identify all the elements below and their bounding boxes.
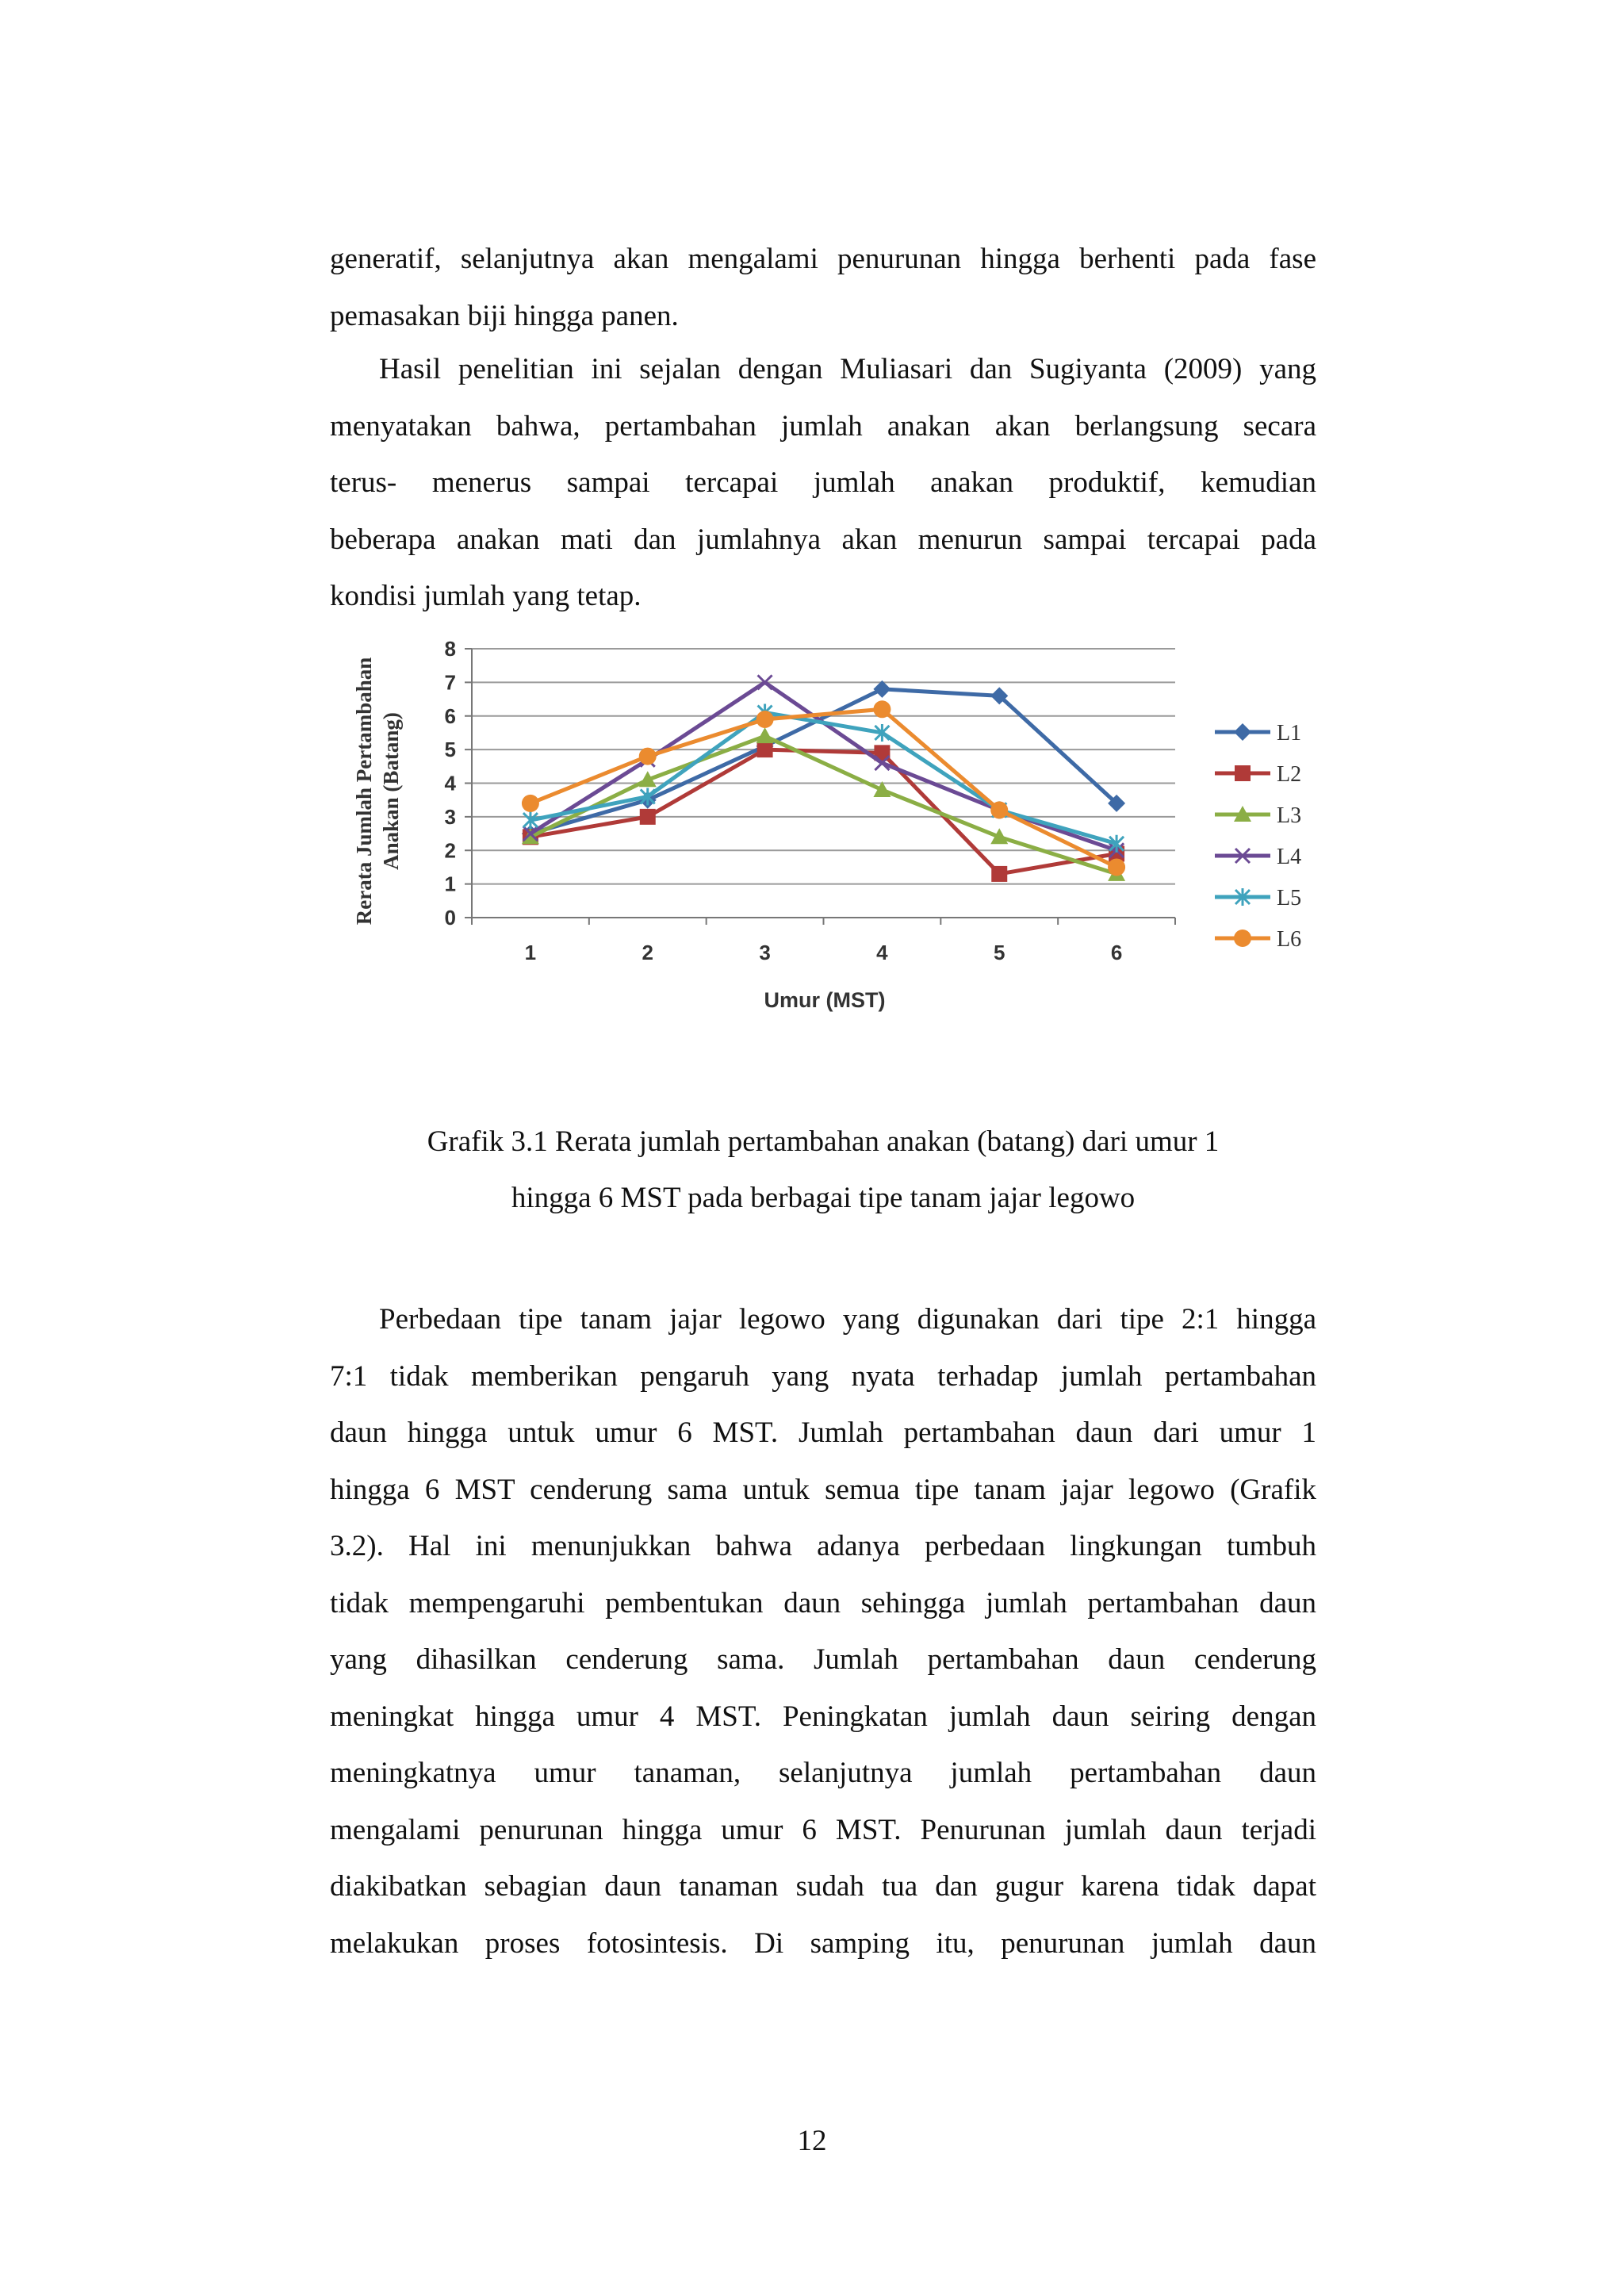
y-tick-label: 2 [444,838,456,863]
legend [1215,721,1301,952]
data-point [1108,858,1125,876]
y-tick-label: 7 [444,670,456,695]
legend-item [1215,721,1301,746]
y-axis-title-line: Anakan (Batang) [379,712,403,870]
caption-line-1: Grafik 3.1 Rerata jumlah pertambahan anakan (batang) dari umur 1 [427,1125,1220,1158]
data-point [1235,765,1251,781]
text-line: kondisi jumlah yang tetap. [330,580,642,612]
legend-item [1215,845,1301,869]
data-point [991,866,1007,882]
x-axis-title: Umur (MST) [764,988,886,1012]
paragraph-1 [330,231,1316,344]
data-point [1234,723,1251,741]
y-tick-label: 8 [444,637,456,661]
x-tick-label: 4 [876,941,888,964]
data-point [757,742,773,757]
text-line: 3.2). Hal ini menunjukkan bahwa adanya perbedaan lingkungan tumbuh [330,1530,1316,1562]
legend-item [1215,927,1301,952]
legend-item [1215,803,1301,828]
text-line: Hasil penelitian ini sejalan dengan Muliasari dan Sugiyanta (2009) yang [379,353,1316,385]
text-line: Perbedaan tipe tanam jajar legowo yang digunakan dari tipe 2:1 hingga [379,1303,1316,1336]
legend-label: L6 [1277,927,1302,952]
x-tick-label: 2 [642,941,653,964]
x-tick-label: 5 [994,941,1005,964]
legend-label: L4 [1277,845,1302,869]
data-point [990,801,1008,818]
legend-item [1215,762,1301,787]
legend-label: L3 [1277,803,1302,828]
tiller-line-chart [349,631,1332,1043]
page-number: 12 [797,2125,827,2157]
figure-caption [330,1114,1316,1226]
data-point [756,711,774,728]
text-line: meningkatnya umur tanaman, selanjutnya jumlah pertambahan daun [330,1757,1316,1789]
x-tick-label: 3 [759,941,771,964]
y-tick-label: 6 [444,703,456,728]
legend-label: L2 [1277,762,1302,787]
data-point [640,809,656,825]
x-tick-label: 1 [524,941,537,964]
y-tick-labels [445,637,457,930]
data-point [873,700,891,718]
data-point [522,795,539,812]
y-tick-label: 5 [444,738,456,762]
gridlines [472,649,1175,884]
x-tick-labels [525,941,1123,964]
series-line [530,736,1116,874]
series-line [530,709,1116,867]
text-line: melakukan proses fotosintesis. Di samping itu, penurunan jumlah daun [330,1926,1316,1960]
paragraph-2 [330,341,1316,625]
data-point [639,748,657,765]
paragraph-3 [330,1291,1316,1972]
text-line: diakibatkan sebagian daun tanaman sudah tua dan gugur karena tidak dapat [330,1870,1316,1903]
y-tick-label: 0 [444,906,456,930]
text-line: hingga 6 MST cenderung sama untuk semua tipe tanam jajar legowo (Grafik [330,1473,1316,1506]
legend-label: L5 [1277,886,1302,910]
legend-label: L1 [1277,721,1302,746]
text-line: generatif, selanjutnya akan mengalami penurunan hingga berhenti pada fase [330,243,1316,275]
y-axis-title [352,657,403,925]
x-tick-label: 6 [1110,941,1123,964]
y-tick-label: 4 [444,771,456,795]
text-line: mengalami penurunan hingga umur 6 MST. Penurunan jumlah daun terjadi [330,1813,1316,1846]
legend-item [1215,886,1301,910]
y-axis-title-line: Rerata Jumlah Pertambahan [352,657,376,926]
data-point [756,727,774,743]
text-line: menyatakan bahwa, pertambahan jumlah anakan akan berlangsung secara [330,409,1316,443]
text-line: beberapa anakan mati dan jumlahnya akan menurun sampai tercapai pada [330,523,1316,556]
series-l4 [523,675,1124,857]
caption-line-2: hingga 6 MST pada berbagai tipe tanam jajar legowo [511,1182,1136,1214]
text-line: meningkat hingga umur 4 MST. Peningkatan jumlah daun seiring dengan [330,1700,1316,1733]
y-tick-label: 3 [444,804,456,829]
text-line: daun hingga untuk umur 6 MST. Jumlah pertambahan daun dari umur 1 [330,1416,1316,1449]
text-line: 7:1 tidak memberikan pengaruh yang nyata terhadap jumlah pertambahan [330,1359,1316,1393]
text-line: terus- menerus sampai tercapai jumlah anakan produktif, kemudian [330,466,1316,499]
text-line: yang dihasilkan cenderung sama. Jumlah pertambahan daun cenderung [330,1643,1316,1676]
y-tick-label: 1 [444,872,456,896]
text-line: pemasakan biji hingga panen. [330,299,679,332]
text-line: tidak mempengaruhi pembentukan daun sehingga jumlah pertambahan daun [330,1586,1316,1619]
data-point [1234,930,1251,947]
